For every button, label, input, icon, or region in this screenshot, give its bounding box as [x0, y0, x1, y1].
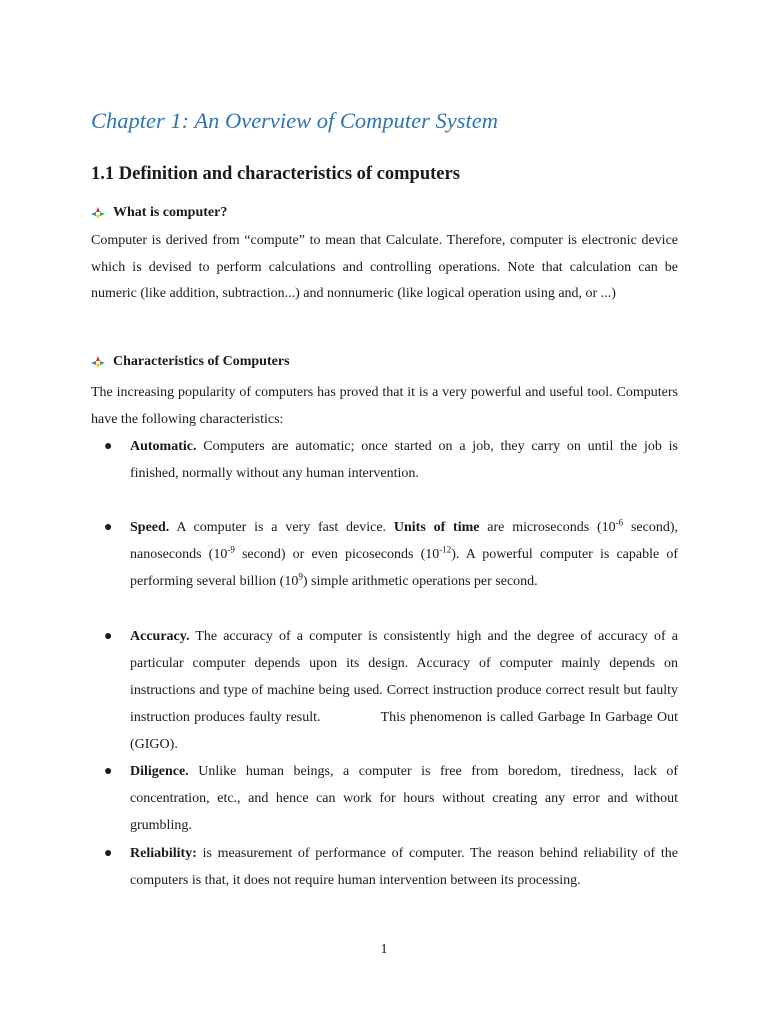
four-color-arrow-icon	[91, 356, 105, 368]
bullet-dot-icon: ●	[104, 520, 113, 535]
subheading-label: Characteristics of Computers	[113, 354, 290, 369]
speed-text: second), nanoseconds (10	[130, 520, 678, 562]
units-of-time-label: Units of time	[393, 520, 480, 535]
speed-text: ). A powerful computer is capable of performing several billion (10	[130, 547, 678, 589]
bullet-dot-icon: ●	[104, 846, 113, 861]
speed-text: A computer is a very fast device.	[169, 520, 394, 535]
subheading-label: What is computer?	[113, 205, 228, 220]
exponent: 9	[298, 571, 303, 582]
list-item-speed	[104, 514, 678, 595]
subheading-characteristics	[91, 354, 290, 370]
speed-text: second) or even picoseconds (10	[234, 547, 440, 562]
term-diligence: Diligence.	[130, 764, 189, 779]
term-speed: Speed.	[130, 520, 170, 535]
bullet-dot-icon: ●	[104, 439, 113, 454]
list-item-accuracy	[104, 623, 678, 758]
section-heading: 1.1 Definition and characteristics of computers	[91, 164, 460, 184]
page-number: 1	[380, 942, 388, 957]
bullet-dot-icon: ●	[104, 629, 113, 644]
exponent: -12	[439, 544, 452, 555]
speed-text: are microseconds (10	[479, 520, 616, 535]
description-diligence: Unlike human beings, a computer is free from boredom, tiredness, lack of concentration, etc., and hence can work for hours without creating any error and without grumbling.	[130, 764, 678, 833]
description-reliability: is measurement of performance of computer. The reason behind reliability of the computers is that, it does not require human intervention between its processing.	[130, 846, 678, 888]
list-item-reliability	[104, 840, 678, 894]
exponent: -9	[227, 544, 235, 555]
exponent: -6	[615, 517, 624, 528]
what-is-computer-paragraph: Computer is derived from “compute” to mean that Calculate. Therefore, computer is electronic device which is devised to perform calculations and controlling operations. Note that calculation can be numeric (like addition, subtraction...) and nonnumeric (like logical operation using and, or ...)	[91, 233, 678, 301]
term-accuracy: Accuracy.	[130, 629, 190, 644]
list-item-diligence	[104, 758, 678, 839]
description-automatic: Computers are automatic; once started on a job, they carry on until the job is finished, normally without any human intervention.	[130, 439, 678, 481]
term-reliability: Reliability:	[130, 846, 197, 861]
characteristics-intro-paragraph: The increasing popularity of computers has proved that it is a very powerful and useful tool. Computers have the following characteristics:	[91, 385, 678, 427]
four-color-arrow-icon	[91, 207, 105, 219]
list-item-automatic	[104, 433, 678, 487]
subheading-what-is-computer	[91, 205, 227, 221]
bullet-dot-icon: ●	[104, 764, 113, 779]
speed-text: ) simple arithmetic operations per second.	[302, 574, 538, 589]
term-automatic: Automatic.	[130, 439, 197, 454]
chapter-title: Chapter 1: An Overview of Computer System	[91, 108, 499, 133]
description-accuracy: The accuracy of a computer is consistently high and the degree of accuracy of a particular computer depends upon its design. Accuracy of computer mainly depends on instructions and type of machine being used. Correct instruction produce correct result but faulty instruction produces faulty result.	[130, 629, 678, 725]
description-accuracy-gigo: This phenomenon is called Garbage In Garbage Out (GIGO).	[130, 710, 678, 752]
